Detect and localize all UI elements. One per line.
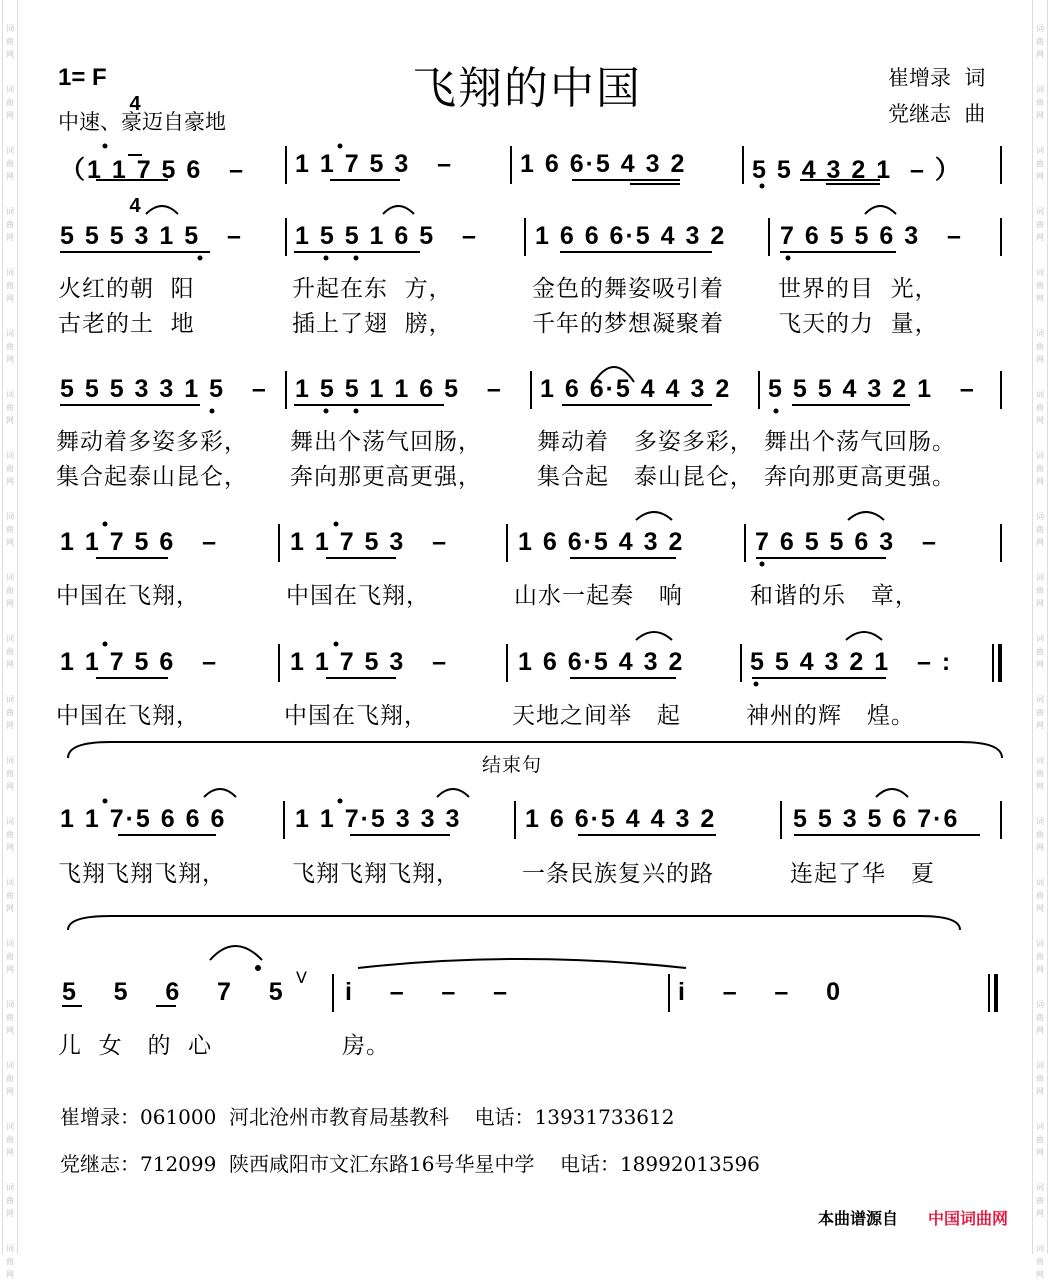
barline [285,218,287,256]
side-watermark-left [2,0,18,1279]
watermark-text: 词 曲 网 [1036,146,1044,181]
watermark-text: 词 曲 网 [6,573,14,608]
slur [636,512,672,520]
repeat-barline-thin [992,644,994,682]
tempo-marking: 中速、豪迈自豪地 [58,110,226,134]
watermark-text: 词 曲 网 [6,939,14,974]
watermark-text: 词 曲 网 [6,207,14,242]
watermark-text: 词 曲 网 [6,1000,14,1035]
barline [530,371,532,409]
octave-dot-group [103,144,791,972]
row2-lyric1-m1: 舞动着多姿多彩， [56,429,248,455]
row2-measure2: 1 5 5 1 1 6 5 – [295,375,503,403]
source-site-link[interactable]: 中国词曲网 [928,1209,1009,1228]
slur [437,789,469,797]
row5-lyric-m4: 连起了华 夏 [790,861,935,887]
row3-lyric-m3: 山水一起奏 响 [514,583,683,609]
watermark-text: 词 曲 网 [6,451,14,486]
row1-measure1: 5 5 5 3 1 5 – [60,222,243,250]
barline [1000,524,1002,562]
row1-measure4: 7 6 5 5 6 3 – [780,222,963,250]
barline [780,801,782,839]
row2-lyric2-m2: 奔向那更高更强， [290,464,482,490]
watermark-text: 词 曲 网 [6,756,14,791]
row1-lyric1-m1: 火红的朝 阳 [58,276,195,302]
row1-measure3: 1 6 6 6·5 4 3 2 [535,222,727,250]
row4-lyric-m3: 天地之间举 起 [512,703,681,729]
slur [146,206,178,214]
barline [506,524,508,562]
watermark-text: 词 曲 网 [1036,1244,1044,1279]
row6-measure3: i – – 0 [678,978,843,1006]
row5-measure1: 1 1 7·5 6 6 6 [60,805,227,833]
lyricist-credit: 崔增录 词 [888,66,986,90]
watermark-text: 词 曲 网 [6,329,14,364]
barline [285,371,287,409]
watermark-text: 词 曲 网 [1036,1122,1044,1157]
row3-measure1: 1 1 7 5 6 – [60,528,219,556]
barline [278,644,280,682]
row4-measure1: 1 1 7 5 6 – [60,648,219,676]
row3-lyric-m2: 中国在飞翔， [286,583,430,609]
row2-lyric1-m4: 舞出个荡气回肠。 [764,429,956,455]
row3-measure4: 7 6 5 5 6 3 – [755,528,938,556]
row4-measure2: 1 1 7 5 3 – [290,648,449,676]
row3-measure2: 1 1 7 5 3 – [290,528,449,556]
watermark-text: 词 曲 网 [1036,634,1044,669]
repeat-barline-thick [998,644,1002,682]
row5-measure2: 1 1 7·5 3 3 3 [295,805,462,833]
row2-measure1: 5 5 5 3 3 1 5 – [60,375,268,403]
watermark-text: 词 曲 网 [6,146,14,181]
slur [865,206,896,214]
watermark-text: 词 曲 网 [6,390,14,425]
row6-lyric-m2: 房。 [342,1033,390,1059]
row2-lyric1-m2: 舞出个荡气回肠， [290,429,482,455]
watermark-text: 词 曲 网 [6,268,14,303]
barline [1000,801,1002,839]
watermark-text: 词 曲 网 [1036,85,1044,120]
slur [204,789,236,797]
watermark-text: 词 曲 网 [6,1122,14,1157]
barline [1000,371,1002,409]
watermark-text: 词 曲 网 [1036,817,1044,852]
watermark-text: 词 曲 网 [6,695,14,730]
side-watermark-right [1032,0,1048,1279]
row6-lyric-m1: 儿 女 的 心 [58,1033,213,1059]
watermark-text: 词 曲 网 [1036,1061,1044,1096]
row2-measure3: 1 6 6·5 4 4 3 2 [540,375,732,403]
row0-measure4: 5 5 4 3 2 1 – ） [752,156,962,184]
lyricist-contact: 崔增录：061000 河北沧州市教育局基教科 电话：13931733612 [60,1105,675,1129]
slur [383,206,414,214]
row6-measure2: i – – – [345,978,510,1006]
row2-lyric2-m1: 集合起泰山昆仑， [56,464,248,490]
barline [283,801,285,839]
barline [768,218,770,256]
composer-contact: 党继志：712099 陕西咸阳市文汇东路16号华星中学 电话：18992013596 [60,1152,760,1176]
meter-top: 4 [129,93,141,115]
watermark-text: 词 曲 网 [1036,573,1044,608]
row5-lyric-m3: 一条民族复兴的路 [522,861,714,887]
row5-lyric-m2: 飞翔飞翔飞翔， [292,861,460,887]
barline [506,644,508,682]
barline [514,801,516,839]
key-signature: 1= F [58,64,107,91]
row0-measure3: 1 6 6·5 4 3 2 [520,150,687,178]
row1-lyric2-m1: 古老的土 地 [58,311,195,337]
watermark-text: 词 曲 网 [6,1183,14,1218]
row1-lyric2-m2: 插上了翅 膀， [292,311,453,337]
row0-measure1: （1 1 7 5 6 – [60,156,246,184]
row4-lyric-m2: 中国在飞翔， [284,703,428,729]
row4-lyric-m4: 神州的辉 煌。 [746,703,915,729]
tie-slur [358,959,686,968]
meter-bottom: 4 [129,195,141,217]
barline [1000,218,1002,256]
watermark-text: 词 曲 网 [1036,329,1044,364]
final-barline-thin [988,974,990,1012]
barline [744,524,746,562]
source-prefix: 本曲谱源自 [818,1209,899,1228]
watermark-text: 词 曲 网 [1036,1000,1044,1035]
watermark-text: 词 曲 网 [1036,268,1044,303]
watermark-text: 词 曲 网 [6,512,14,547]
ending-bracket-2 [68,916,960,930]
row3-lyric-m4: 和谐的乐 章， [750,583,919,609]
row6-measure1: 5 5 6 7 5 [62,978,285,1006]
watermark-text: 词 曲 网 [1036,939,1044,974]
time-signature [128,54,142,236]
row5-measure3: 1 6 6·5 4 4 3 2 [525,805,717,833]
watermark-text: 词 曲 网 [6,1244,14,1279]
barline [332,974,334,1012]
barline [510,146,512,184]
barline [668,974,670,1012]
watermark-text: 词 曲 网 [1036,390,1044,425]
ending-label: 结束句 [482,754,543,776]
watermark-text: 词 曲 网 [1036,695,1044,730]
row4-measure3: 1 6 6·5 4 3 2 [518,648,685,676]
row2-measure4: 5 5 5 4 3 2 1 – [768,375,976,403]
watermark-text: 词 曲 网 [1036,512,1044,547]
watermark-text: 词 曲 网 [6,24,14,59]
watermark-text: 词 曲 网 [1036,207,1044,242]
final-barline-thick [994,974,998,1012]
breath-mark: V [296,968,307,987]
song-title: 飞翔的中国 [412,63,642,114]
watermark-text: 词 曲 网 [1036,756,1044,791]
watermark-text: 词 曲 网 [6,634,14,669]
watermark-text: 词 曲 网 [6,85,14,120]
row1-lyric1-m3: 金色的舞姿吸引着 [532,276,724,302]
watermark-text: 词 曲 网 [1036,24,1044,59]
watermark-text: 词 曲 网 [6,1061,14,1096]
row5-lyric-m1: 飞翔飞翔飞翔， [58,861,226,887]
row2-lyric2-m4: 奔向那更高更强。 [764,464,956,490]
row4-lyric-m1: 中国在飞翔， [56,703,200,729]
slur [848,512,884,520]
slur [210,946,262,960]
watermark-text: 词 曲 网 [1036,1183,1044,1218]
barline [1000,146,1002,184]
watermark-text: 词 曲 网 [1036,451,1044,486]
slur [876,789,908,797]
row0-measure2: 1 1 7 5 3 – [295,150,454,178]
watermark-text: 词 曲 网 [6,817,14,852]
slur [846,632,882,640]
barline [285,146,287,184]
row5-measure4: 5 5 3 5 6 7·6 [793,805,960,833]
row2-lyric1-m3: 舞动着 多姿多彩， [537,429,754,455]
row1-lyric1-m2: 升起在东 方， [292,276,453,302]
row1-lyric2-m4: 飞天的力 量， [778,311,939,337]
row3-lyric-m1: 中国在飞翔， [56,583,200,609]
row1-lyric1-m4: 世界的目 光， [778,276,939,302]
row1-measure2: 1 5 5 1 6 5 – [295,222,478,250]
barline [278,524,280,562]
barline [524,218,526,256]
row3-measure3: 1 6 6·5 4 3 2 [518,528,685,556]
barline [742,146,744,184]
watermark-text: 词 曲 网 [1036,878,1044,913]
row2-lyric2-m3: 集合起 泰山昆仑， [537,464,754,490]
row4-measure4: 5 5 4 3 2 1 – : [750,648,953,676]
barline [740,644,742,682]
watermark-text: 词 曲 网 [6,878,14,913]
barline [758,371,760,409]
row1-lyric2-m3: 千年的梦想凝聚着 [532,311,724,337]
composer-credit: 党继志 曲 [888,102,986,126]
slur [636,632,672,640]
